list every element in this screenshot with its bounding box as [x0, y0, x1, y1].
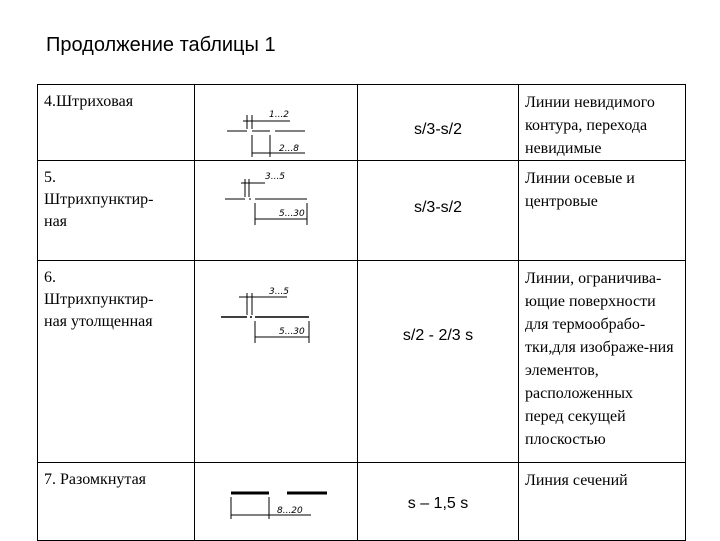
table-row — [38, 261, 686, 463]
dashed-line-sample — [195, 85, 358, 161]
purpose-line: перед секущей — [525, 408, 626, 425]
purpose-line: Линии невидимого — [525, 94, 655, 111]
line-name: Штрихпунктир- — [44, 191, 154, 208]
purpose-line: ющие поверхности — [525, 293, 656, 310]
line-types-table — [37, 84, 686, 541]
dimension-label: 3...5 — [269, 287, 290, 297]
dimension-label: 5...30 — [279, 327, 305, 337]
dimension-label: 8...20 — [277, 506, 303, 516]
thickness-value: s/2 - 2/3 s — [402, 327, 474, 344]
line-name: 5. — [44, 169, 56, 186]
purpose-line: тки,для изображе-ния — [525, 339, 674, 356]
thickness-cell — [358, 85, 519, 161]
purpose-line: Линии осевые и — [525, 170, 635, 187]
line-sample-cell — [195, 85, 358, 161]
line-name: ная утолщенная — [44, 313, 153, 330]
line-name: 7. Разомкнутая — [44, 471, 147, 488]
table-row — [38, 463, 686, 541]
line-name-cell — [38, 161, 195, 261]
line-name: ная — [44, 213, 68, 230]
purpose-line: для термообрабо- — [525, 316, 646, 333]
purpose-line: контура, перехода — [525, 117, 648, 134]
line-name: 6. — [44, 269, 56, 286]
line-name-cell — [38, 463, 195, 541]
purpose-line: плоскостью — [525, 431, 606, 448]
purpose-cell — [519, 463, 686, 541]
dimension-label: 2...8 — [279, 144, 300, 154]
line-sample-cell — [195, 463, 358, 541]
purpose-line: невидимые — [525, 140, 602, 157]
line-name: Штрихпунктир- — [44, 291, 154, 308]
table-row — [38, 161, 686, 261]
thick-dash-dot-line-sample — [195, 261, 358, 463]
purpose-cell — [519, 261, 686, 463]
thickness-value: s – 1,5 s — [407, 495, 469, 512]
purpose-line: Линия сечений — [525, 472, 628, 489]
purpose-line: центровые — [525, 193, 598, 210]
line-name-cell — [38, 261, 195, 463]
thickness-cell — [358, 161, 519, 261]
dimension-label: 1...2 — [269, 110, 290, 120]
line-sample-cell — [195, 161, 358, 261]
thickness-value: s/3-s/2 — [413, 199, 462, 216]
thickness-cell — [358, 463, 519, 541]
line-name: 4.Штриховая — [44, 93, 134, 110]
line-name-cell — [38, 85, 195, 161]
dimension-label: 5...30 — [279, 209, 305, 219]
purpose-cell — [519, 161, 686, 261]
purpose-cell — [519, 85, 686, 161]
open-line-sample — [195, 463, 358, 541]
page-title: Продолжение таблицы 1 — [46, 34, 276, 56]
purpose-line: элементов, — [525, 362, 599, 379]
purpose-line: расположенных — [525, 385, 633, 402]
dash-dot-line-sample — [195, 161, 358, 261]
table-row — [38, 85, 686, 161]
line-sample-cell — [195, 261, 358, 463]
dimension-label: 3...5 — [265, 172, 286, 182]
purpose-line: Линии, ограничива- — [525, 270, 662, 287]
thickness-cell — [358, 261, 519, 463]
thickness-value: s/3-s/2 — [413, 121, 462, 138]
